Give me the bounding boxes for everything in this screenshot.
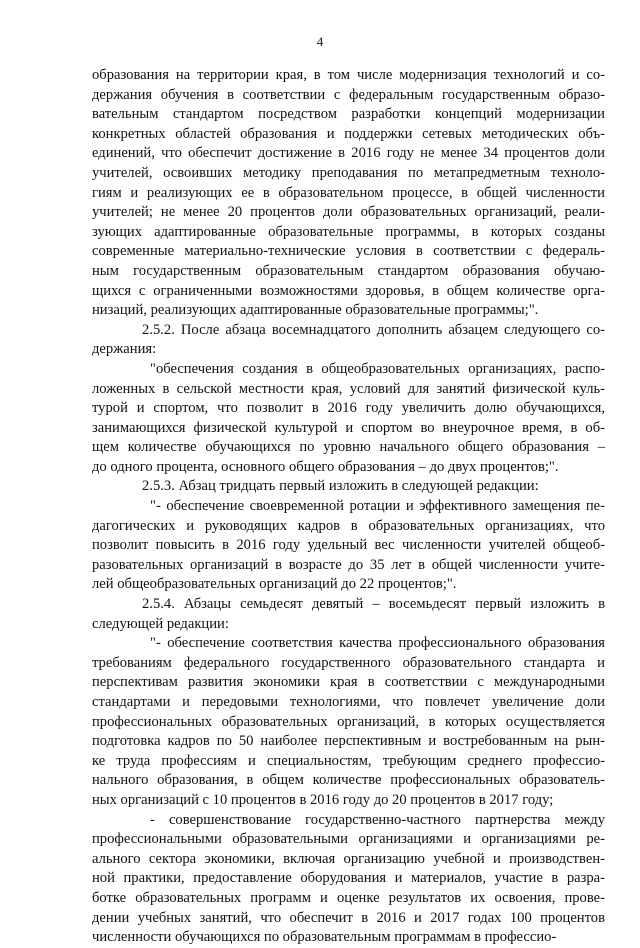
text-line: ального сектора экономики, включая организацию учебной и производствен-	[92, 850, 605, 867]
text-line: учителей, освоивших методику преподавания по метапредметным техноло-	[92, 164, 605, 181]
text-line: низаций, реализующих адаптированные образовательные программы;".	[92, 302, 539, 319]
text-line: турой и спортом, что позволит в 2016 году увеличить долю обучающихся,	[92, 400, 605, 417]
text-line: "- обеспечение своевременной ротации и эффективного замещения пе-	[150, 498, 605, 515]
text-line: образования на территории края, в том числе модернизация технологий и со-	[92, 67, 605, 83]
text-line: единений, что обеспечит достижение в 2016 году не менее 34 процентов доли	[92, 145, 605, 162]
text-line: стандартами и передовыми технологиями, что повлечет увеличение доли	[92, 694, 605, 710]
text-line: щихся с ограниченными возможностями здоровья, в общем количестве орга-	[92, 282, 605, 299]
text-line: конкретных областей образования и поддержки сетевых методических объ-	[92, 125, 605, 142]
body-text	[92, 66, 605, 948]
text-line: вательным стандартом посредством разработки концепций модернизации	[92, 106, 605, 123]
text-line: требованиям федерального государственного образовательного стандарта и	[92, 654, 605, 671]
paragraph	[92, 360, 605, 478]
text-line: 2.5.4. Абзацы семьдесят девятый – восемьдесят первый изложить в	[142, 596, 605, 613]
text-line: ным государственным образовательным стандартом образования обучаю-	[92, 262, 605, 279]
paragraph	[92, 66, 605, 321]
text-line: зующих адаптированные образовательные программы, в которых созданы	[92, 223, 605, 240]
text-line: профессиональными образовательными организациями и организациями ре-	[92, 831, 605, 848]
text-line: современные материально-технические условия в соответствии с федераль-	[92, 243, 605, 260]
paragraph	[92, 497, 605, 595]
text-line: подготовка кадров по 50 наиболее перспективным и востребованным на рын-	[92, 733, 605, 750]
paragraph	[92, 321, 605, 360]
text-line: "- обеспечение соответствия качества профессионального образования	[150, 635, 605, 652]
text-line: щем количестве обучающихся по уровню начального общего образования –	[92, 439, 605, 456]
text-line: ботке образовательных программ и оценке результатов их освоения, прове-	[92, 889, 605, 906]
text-line: - совершенствование государственно-частного партнерства между	[150, 811, 605, 828]
text-line: держания:	[92, 341, 157, 358]
text-line: разовательных организаций в возрасте до 35 лет в общей численности учите-	[92, 556, 605, 573]
text-line: занимающихся физической культурой и спортом во внеурочное время, в об-	[92, 419, 605, 436]
text-line: профессиональных образовательных организаций, в которых осуществляется	[92, 713, 605, 730]
text-line: ной практики, предоставление оборудования и материалов, участие в разра-	[92, 870, 605, 887]
text-line: численности обучающихся по образовательным программам в профессио-	[92, 929, 557, 946]
paragraph	[92, 595, 605, 634]
text-line: 2.5.2. После абзаца восемнадцатого дополнить абзацем следующего со-	[142, 321, 605, 338]
text-line: до одного процента, основного общего образования – до двух процентов;".	[92, 458, 559, 475]
paragraph	[92, 634, 605, 810]
text-line: "обеспечения создания в общеобразовательных организациях, распо-	[150, 360, 605, 377]
text-line: позволит повысить в 2016 году удельный вес численности учителей общеоб-	[92, 537, 605, 554]
paragraph	[92, 477, 605, 497]
text-line: дагогических и руководящих кадров в образовательных организациях, что	[92, 517, 605, 534]
text-line: следующей редакции:	[92, 615, 229, 632]
text-line: дении учебных занятий, что обеспечит в 2016 и 2017 годах 100 процентов	[92, 909, 605, 926]
text-line: лей общеобразовательных организаций до 22 процентов;".	[92, 576, 457, 593]
text-line: нального образования, в общем количестве профессиональных образователь-	[92, 772, 605, 789]
text-line: гиям и реализующих ее в образовательном процессе, в общей численности	[92, 184, 605, 201]
text-line: ке труда профессиям и специальностям, требующим среднего профессио-	[92, 752, 605, 769]
text-line: 2.5.3. Абзац тридцать первый изложить в следующей редакции:	[142, 478, 539, 495]
paragraph	[92, 811, 605, 948]
text-line: ложенных в сельской местности края, условий для занятий физической куль-	[92, 380, 605, 397]
text-line: ных организаций с 10 процентов в 2016 году до 20 процентов в 2017 году;	[92, 791, 554, 808]
text-line: держания обучения в соответствии с федеральным государственным образо-	[92, 86, 605, 103]
page-number: 4	[316, 34, 324, 49]
text-line: учителей; не менее 20 процентов доли образовательных организаций, реали-	[92, 204, 605, 221]
text-line: перспективам развития экономики края в соответствии с международными	[92, 674, 605, 691]
